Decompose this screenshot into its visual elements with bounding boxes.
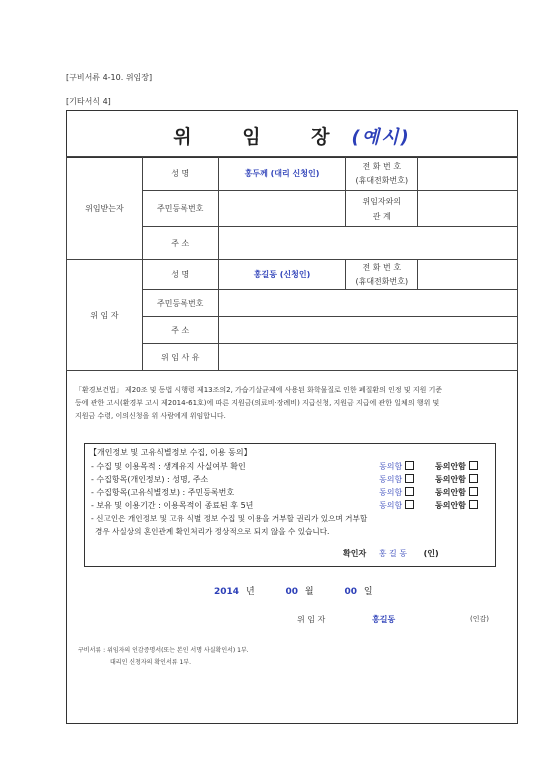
delegator-reason-field[interactable] [218, 344, 517, 371]
date-month-unit: 월 [304, 587, 314, 597]
consent-agree-option[interactable] [379, 487, 414, 498]
delegatee-relation-label-1: 위임자와의 [362, 196, 402, 206]
consent-notice-line-1: - 신고인은 개인정보 및 고유 식별 정보 수집 및 이용을 거부할 권리가 있으며 거부할 [91, 514, 368, 523]
confirmer-label: 확인자 [343, 549, 367, 558]
delegator-phone-label-1: 전 화 번 호 [362, 263, 402, 272]
disagree-label: 동의안함 [435, 488, 466, 497]
consent-item-text: - 수집항목(고유식별정보) : 주민등록번호 [91, 488, 235, 497]
checkbox[interactable] [405, 474, 414, 483]
checkbox[interactable] [469, 500, 478, 509]
consent-item-text: - 보유 및 이용기간 : 이용목적이 종료된 후 5년 [91, 501, 254, 510]
consent-disagree-option[interactable] [435, 487, 478, 498]
delegatee-id-field[interactable] [218, 191, 346, 227]
confirmer-seal: (인) [423, 549, 439, 558]
delegatee-phone-label [346, 157, 418, 191]
delegator-address-label: 주 소 [142, 317, 218, 344]
date-line [214, 584, 373, 597]
footer-line-2: 대리인 신청자의 확인서류 1부. [110, 659, 191, 666]
statement-line-3: 지원금 수령, 이의신청을 위 사람에게 위임합니다. [75, 412, 226, 420]
delegator-reason-label: 위 임 사 유 [142, 344, 218, 371]
consent-disagree-option[interactable] [435, 474, 478, 485]
consent-agree-option[interactable] [379, 461, 414, 472]
agree-label: 동의함 [379, 501, 403, 510]
agree-label: 동의함 [379, 475, 403, 484]
delegatee-name-value[interactable]: 홍두께 (대리 신청인) [218, 157, 346, 191]
delegatee-relation-label-2: 관 계 [372, 211, 391, 221]
delegator-section-label: 위 임 자 [67, 260, 143, 371]
delegation-table [66, 156, 518, 371]
date-day-unit: 일 [363, 587, 373, 597]
delegatee-section-label: 위임받는자 [67, 157, 143, 260]
checkbox[interactable] [405, 461, 414, 470]
consent-box [84, 443, 496, 567]
consent-disagree-option[interactable] [435, 500, 478, 511]
signature-name[interactable]: 홍길동 [372, 615, 396, 624]
consent-heading: 【개인정보 및 고유식별정보 수집, 이용 동의】 [89, 448, 252, 457]
disagree-label: 동의안함 [435, 462, 466, 471]
consent-item-text: - 수집 및 이용목적 : 생계유지 사실여부 확인 [91, 462, 246, 471]
delegator-address-field[interactable] [218, 317, 517, 344]
delegatee-name-label: 성 명 [142, 157, 218, 191]
delegator-phone-label [346, 260, 418, 290]
agree-label: 동의함 [379, 462, 403, 471]
document-reference: [구비서류 4-10. 위임장] [66, 73, 153, 82]
signature-seal: (인감) [470, 615, 489, 623]
checkbox[interactable] [469, 461, 478, 470]
confirmer-name[interactable]: 홍 길 동 [378, 549, 408, 558]
disagree-label: 동의안함 [435, 501, 466, 510]
date-year[interactable]: 2014 [214, 587, 240, 597]
delegation-statement [75, 384, 511, 423]
statement-line-1: 「환경보건법」 제20조 및 동법 시행령 제13조의2, 가습기살균제에 사용된 화학물질로 인한 폐질환의 인정 및 지원 기준 [75, 386, 443, 394]
consent-notice-line-2: 경우 사실상의 혼인관계 확인처리가 정상적으로 되지 않을 수 있습니다. [95, 527, 330, 536]
title-example: (예시) [351, 127, 411, 148]
footer-line-1: 구비서류 : 위임자의 인감증명서(또는 본인 서명 사실확인서) 1부. [78, 647, 249, 654]
delegatee-phone-label-1: 전 화 번 호 [362, 162, 402, 171]
checkbox[interactable] [469, 487, 478, 496]
delegatee-address-label: 주 소 [142, 227, 218, 260]
delegatee-id-label: 주민등록번호 [142, 191, 218, 227]
delegatee-relation-label [346, 191, 418, 227]
delegatee-relation-field[interactable] [418, 191, 518, 227]
agree-label: 동의함 [379, 488, 403, 497]
disagree-label: 동의안함 [435, 475, 466, 484]
delegatee-phone-label-2: (휴대전화번호) [355, 176, 409, 185]
delegator-name-label: 성 명 [142, 260, 218, 290]
consent-agree-option[interactable] [379, 500, 414, 511]
delegatee-address-field[interactable] [218, 227, 517, 260]
title-main: 위 임 장 [173, 126, 352, 148]
form-reference: [기타서식 4] [66, 97, 111, 106]
consent-confirmer [343, 548, 439, 559]
delegatee-phone-field[interactable] [418, 157, 518, 191]
date-month[interactable]: 00 [285, 587, 299, 597]
consent-disagree-option[interactable] [435, 461, 478, 472]
signature-label: 위 임 자 [297, 615, 326, 624]
consent-item-text: - 수집항목(개인정보) : 성명, 주소 [91, 475, 209, 484]
delegator-phone-label-2: (휴대전화번호) [355, 277, 409, 286]
date-year-unit: 년 [245, 587, 255, 597]
statement-line-2: 등에 관한 고시(환경부 고시 제2014-61호)에 따른 지원금(의료비·장례비) 지급신청, 지원금 지급에 관한 일체의 행위 및 [75, 399, 440, 407]
checkbox[interactable] [469, 474, 478, 483]
delegator-name-value[interactable]: 홍길동 (신청인) [218, 260, 346, 290]
checkbox[interactable] [405, 500, 414, 509]
page-title [67, 122, 517, 149]
date-day[interactable]: 00 [344, 587, 358, 597]
consent-agree-option[interactable] [379, 474, 414, 485]
delegator-phone-field[interactable] [418, 260, 518, 290]
delegator-id-label: 주민등록번호 [142, 290, 218, 317]
checkbox[interactable] [405, 487, 414, 496]
delegator-id-field[interactable] [218, 290, 517, 317]
